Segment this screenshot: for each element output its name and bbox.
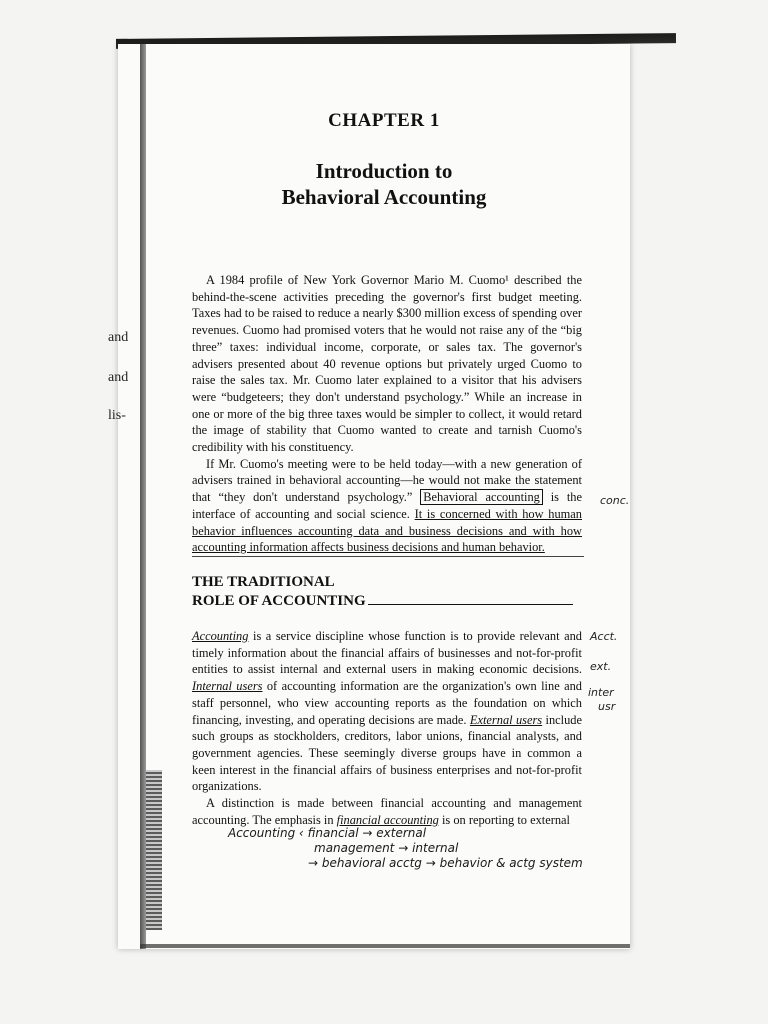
paragraph-3 [192, 628, 582, 795]
paragraph-4 [192, 795, 582, 828]
bleed-word: and [108, 370, 129, 385]
paragraph-1: A 1984 profile of New York Governor Mario M. Cuomo¹ described the behind-the-scene activities preceding the governor's first budget meeting. Taxes had to be raised to reduce a nearly $300 million excess of spending over revenues. Cuomo had promised voters that he would not raise any of the “big three” taxes: individual income, corporate, or sales tax. The governor's advisers presented about 40 revenue options but privately urged Cuomo to raise the sales tax. Mr. Cuomo later explained to a visitor that his advisers were “budgeteers; they don't understand psychology.” While an increase in one or more of the big three taxes would be simpler to collect, it would retard the image of stability that Cuomo wanted to create and tarnish Cuomo's credibility with his constituency. [192, 273, 583, 455]
section-separator [192, 556, 584, 557]
title-line-1: Introduction to [315, 159, 453, 183]
heading-rule [368, 604, 573, 605]
section-heading [192, 573, 587, 611]
page-bottom-edge [140, 944, 630, 948]
behavioral-accounting-box: Behavioral accounting [420, 489, 543, 505]
paragraph-4-b: is on reporting to external [441, 812, 570, 827]
margin-note-conc: conc. [600, 494, 630, 507]
margin-note-ext: ext. [590, 660, 612, 673]
paragraph-3-a: is a service discipline whose function is to provide relevant and timely information about the financial affairs of businesses and not-for-profit entities to assist internal and external users in making economic decisions. [192, 629, 582, 677]
margin-note-usr: usr [598, 700, 616, 713]
chapter-title [0, 158, 768, 210]
term-external-users: External users [469, 712, 543, 727]
paragraph-2-mid: is the interface of accounting and social science. [192, 490, 582, 521]
paragraph-2 [192, 456, 582, 556]
paragraph-4-a: A distinction is made between financial accounting and management accounting. The emphasis in [192, 796, 582, 827]
section-heading-line-2: ROLE OF ACCOUNTING [192, 593, 366, 609]
title-line-2: Behavioral Accounting [281, 185, 487, 209]
section-heading-line-1: THE TRADITIONAL [192, 574, 335, 590]
term-accounting: Accounting [192, 629, 249, 643]
bleed-word: and [108, 330, 129, 345]
paragraph-3-c: include such groups as stockholders, creditors, labor unions, financial analysts, and government agencies. These seemingly diverse groups have in common a keen interest in the financial affairs of business enterprises and not-for-profit organizations. [192, 712, 582, 794]
handwritten-line-1: Accounting ‹ financial → external [228, 826, 427, 840]
handwritten-summary [228, 826, 628, 871]
bleed-word: lis- [108, 408, 126, 423]
handwritten-line-2: management → internal [314, 841, 459, 855]
body-text-intro [192, 272, 582, 556]
handwritten-line-3: → behavioral acctg → behavior & actg system [308, 856, 583, 870]
paragraph-3-b: of accounting information are the organization's own line and staff personnel, who view accounting reports as the foundation on which financing, investing, and operating decisions are made. [192, 679, 582, 727]
term-financial-accounting: financial accounting [336, 812, 439, 827]
paragraph-2-pre: If Mr. Cuomo's meeting were to be held today—with a new generation of advisers trained in behavioral accounting—he would not make the statement that “they don't understand psychology.” [192, 456, 582, 505]
term-internal-users: Internal users [192, 679, 263, 694]
chapter-label: CHAPTER 1 [328, 110, 440, 131]
body-text-role [192, 628, 582, 828]
binding-edge [146, 770, 162, 930]
margin-note-acct: Acct. [590, 630, 618, 643]
margin-note-inter: inter [588, 686, 614, 699]
paragraph-2-underlined: It is concerned with how human behavior influences accounting data and business decisions and with how accounting information affects business decisions and human behavior. [192, 506, 582, 555]
